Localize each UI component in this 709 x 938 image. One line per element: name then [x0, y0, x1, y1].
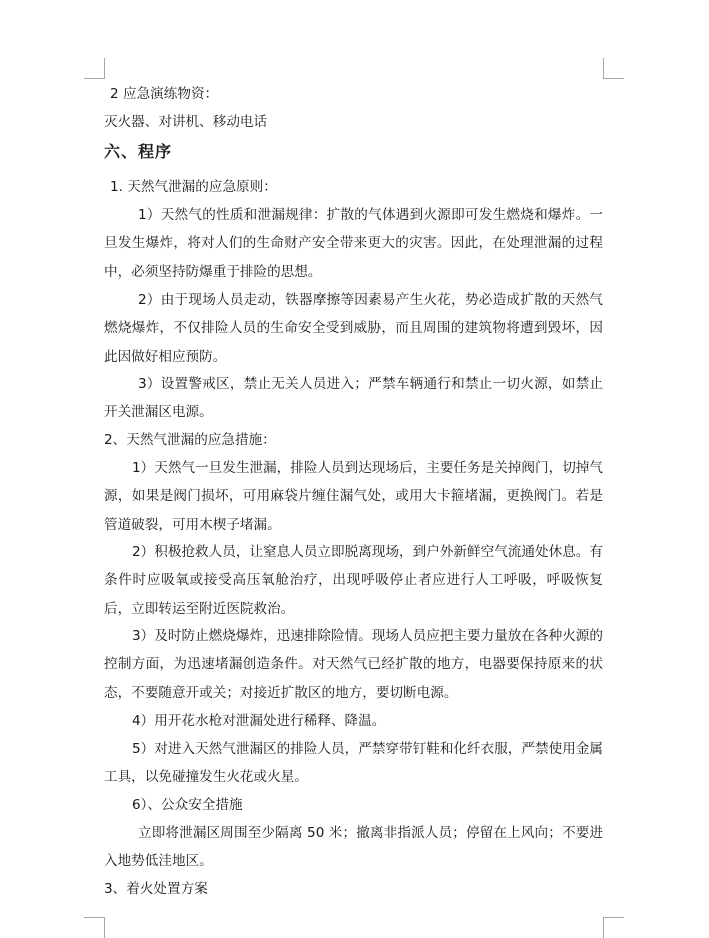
materials-list: 灭火器、对讲机、移动电话	[104, 114, 268, 130]
measure-1-paragraph: 1）天然气一旦发生泄漏，排险人员到达现场后，主要任务是关掉阀门，切掉气源，如果是阀门损坏，可用麻袋片缠住漏气处，或用大卡箍堵漏，更换阀门。若是管道破裂，可用木楔子堵漏。	[104, 460, 603, 533]
principle-heading: 1. 天然气泄漏的应急原则：	[110, 179, 277, 195]
fire-plan-heading: 3、着火处置方案	[104, 881, 208, 897]
section-heading: 六、程序	[104, 142, 173, 161]
crop-mark-bottom-right	[603, 917, 624, 938]
principle-1-paragraph: 1）天然气的性质和泄漏规律：扩散的气体遇到火源即可发生燃烧和爆炸。一旦发生爆炸，将对人们的生命财产安全带来更大的灾害。因此，在处理泄漏的过程中，必须坚持防爆重于排险的思想。	[104, 207, 603, 280]
measure-6-heading: 6）、公众安全措施	[132, 797, 243, 813]
crop-mark-top-right	[603, 58, 624, 79]
measure-5-paragraph: 5）对进入天然气泄漏区的排险人员，严禁穿带钉鞋和化纤衣服，严禁使用金属工具，以免碰撞发生火花或火星。	[104, 741, 603, 786]
crop-mark-bottom-left	[84, 917, 105, 938]
measure-2-paragraph: 2）积极抢救人员，让窒息人员立即脱离现场，到户外新鲜空气流通处休息。有条件时应吸氧或接受高压氧舱治疗，出现呼吸停止者应进行人工呼吸，呼吸恢复后，立即转运至附近医院救治。	[104, 544, 603, 617]
principle-2-paragraph: 2）由于现场人员走动，铁器摩擦等因素易产生火花，势必造成扩散的天然气燃烧爆炸，不仅排险人员的生命安全受到威胁，而且周围的建筑物将遭到毁坏，因此因做好相应预防。	[104, 292, 603, 365]
principle-3-paragraph: 3）设置警戒区，禁止无关人员进入；严禁车辆通行和禁止一切火源，如禁止开关泄漏区电源。	[104, 376, 603, 421]
crop-mark-top-left	[84, 58, 105, 79]
measure-6-paragraph: 立即将泄漏区周围至少隔离 50 米；撤离非指派人员；停留在上风向；不要进入地势低洼地区。	[104, 825, 603, 870]
measures-heading: 2、天然气泄漏的应急措施：	[104, 432, 276, 448]
measure-4-paragraph: 4）用开花水枪对泄漏处进行稀释、降温。	[132, 713, 386, 729]
measure-3-paragraph: 3）及时防止燃烧爆炸，迅速排除险情。现场人员应把主要力量放在各种火源的控制方面，为迅速堵漏创造条件。对天然气已经扩散的地方，电器要保持原来的状态，不要随意开或关；对接近扩散区的地方，要切断电源。	[104, 628, 603, 701]
materials-label: 2 应急演练物资：	[110, 86, 219, 102]
